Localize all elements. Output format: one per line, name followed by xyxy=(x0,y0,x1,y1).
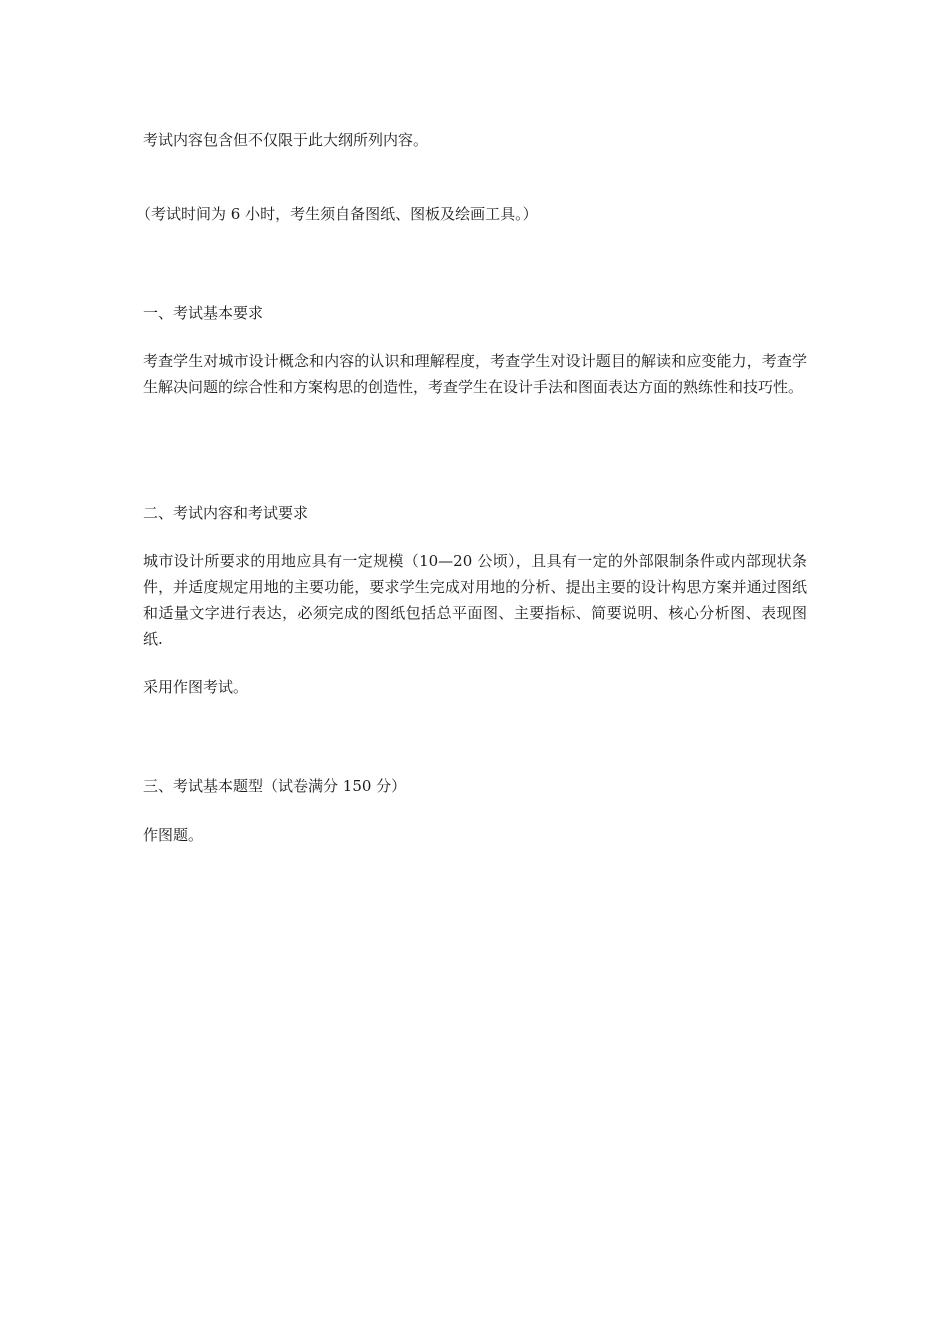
section-heading-content-requirements: 二、考试内容和考试要求 xyxy=(143,504,309,522)
section-paragraph-question-types: 作图题。 xyxy=(143,826,204,844)
exam-time-note: （考试时间为 6 小时，考生须自备图纸、图板及绘画工具。） xyxy=(136,205,538,223)
section-paragraph-exam-format: 采用作图考试。 xyxy=(143,678,249,696)
section-paragraph-basic-requirements: 考查学生对城市设计概念和内容的认识和理解程度，考查学生对设计题目的解读和应变能力，考查学生解决问题的综合性和方案构思的创造性，考查学生在设计手法和图面表达方面的熟练性和技巧性。 xyxy=(143,352,807,396)
section-paragraph-content-requirements: 城市设计所要求的用地应具有一定规模（10—20 公顷），且具有一定的外部限制条件或内部现状条件，并适度规定用地的主要功能，要求学生完成对用地的分析、提出主要的设计构思方案并通过图纸和适量文字进行表达，必须完成的图纸包括总平面图、主要指标、简要说明、核心分析图、表现图纸. xyxy=(143,552,807,648)
section-heading-basic-requirements: 一、考试基本要求 xyxy=(143,304,264,322)
scope-note: 考试内容包含但不仅限于此大纲所列内容。 xyxy=(143,131,429,149)
section-heading-question-types: 三、考试基本题型（试卷满分 150 分） xyxy=(143,777,407,795)
